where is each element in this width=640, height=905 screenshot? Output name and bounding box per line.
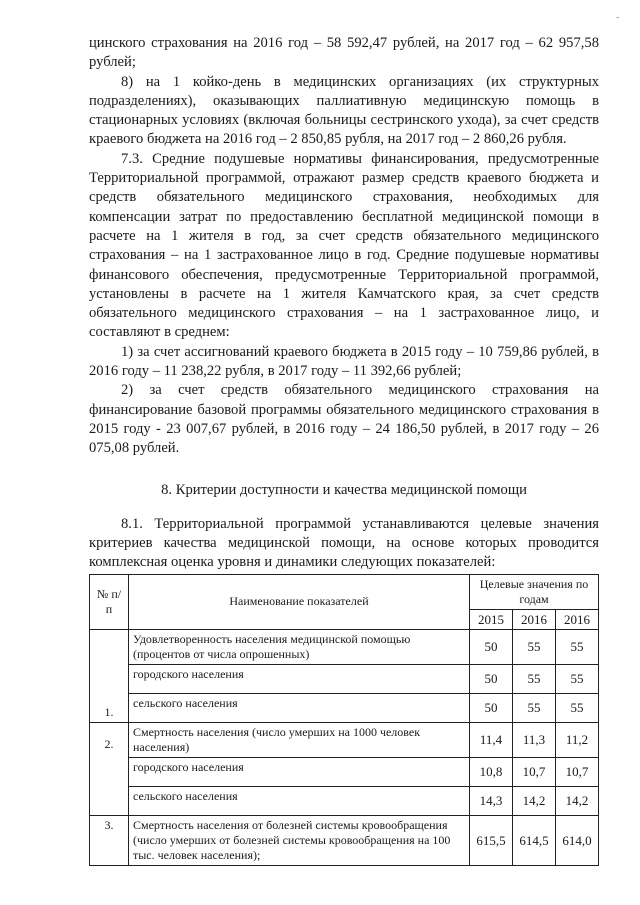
table-header-row (90, 574, 599, 609)
row-value: 10,7 (556, 757, 599, 786)
row-value: 55 (513, 664, 556, 693)
header-year: 2015 (470, 609, 513, 629)
row-name: городского населения (129, 757, 470, 786)
table-row (90, 722, 599, 757)
row-value: 50 (470, 629, 513, 664)
header-targets: Целевые значения по годам (470, 574, 599, 609)
row-value: 14,2 (556, 786, 599, 815)
row-value: 55 (513, 629, 556, 664)
row-value: 11,4 (470, 722, 513, 757)
corner-mark: - (616, 12, 620, 23)
row-value: 614,0 (556, 815, 599, 865)
paragraph: цинского страхования на 2016 год – 58 592,47 рублей, на 2017 год – 62 957,58 рублей; (89, 35, 599, 71)
header-year: 2016 (513, 609, 556, 629)
table-row (90, 786, 599, 815)
row-value: 11,2 (556, 722, 599, 757)
table-row (90, 664, 599, 693)
row-name: Смертность населения (число умерших на 1000 человек населения) (129, 722, 470, 757)
row-value: 11,3 (513, 722, 556, 757)
row-name: городского населения (129, 664, 470, 693)
row-value: 14,3 (470, 786, 513, 815)
row-num: 2. (90, 722, 129, 815)
paragraph: 8) на 1 койко-день в медицинских организациях (их структурных подразделениях), оказывающих паллиативную медицинскую помощь в стационарных условиях (включая больницы сестринского ухода), за счет средств краевого бюджета на 2016 год – 2 850,85 рубля, на 2017 год – 2 860,26 рубля. (89, 73, 599, 148)
paragraph: 1) за счет ассигнований краевого бюджета в 2015 году – 10 759,86 рублей, в 2016 году – 11 238,22 рубля, в 2017 году – 11 392,66 рублей; (89, 343, 599, 380)
row-name: сельского населения (129, 693, 470, 722)
table-row (90, 757, 599, 786)
row-value: 615,5 (470, 815, 513, 865)
row-value: 55 (513, 693, 556, 722)
row-num: 1. (90, 629, 129, 722)
row-value: 10,8 (470, 757, 513, 786)
row-value: 55 (556, 629, 599, 664)
table-row (90, 815, 599, 865)
header-num: № п/п (90, 574, 129, 629)
row-value: 50 (470, 693, 513, 722)
table-row (90, 693, 599, 722)
section-heading: 8. Критерии доступности и качества медицинской помощи (161, 481, 527, 498)
row-value: 14,2 (513, 786, 556, 815)
document-body (89, 34, 599, 866)
row-num: 3. (90, 815, 129, 865)
row-value: 10,7 (513, 757, 556, 786)
section-intro: 8.1. Территориальной программой устанавливаются целевые значения критериев качества медицинской помощи, на основе которых проводится комплексная оценка уровня и динамики следующих показателей: (89, 515, 599, 571)
row-name: Удовлетворенность населения медицинской помощью (процентов от числа опрошенных) (129, 629, 470, 664)
paragraph: 2) за счет средств обязательного медицинского страхования на финансирование базовой программы обязательного медицинского страхования в 2015 году - 23 007,67 рублей, в 2016 году – 24 186,50 рублей, в 2017 году – 26 075,08 рублей. (89, 382, 599, 457)
row-value: 55 (556, 693, 599, 722)
row-value: 614,5 (513, 815, 556, 865)
row-value: 50 (470, 664, 513, 693)
criteria-table (89, 574, 599, 866)
table-row (90, 629, 599, 664)
paragraph: 7.3. Средние подушевые нормативы финансирования, предусмотренные Территориальной программой, отражают размер средств краевого бюджета и средств обязательного медицинского страхования, необходимых для компенсации затрат по предоставлению бесплатной медицинской помощи в расчете на 1 жителя в год, за счет средств обязательного медицинского страхования – на 1 застрахованное лицо в год. Средние подушевые нормативы финансового обеспечения, предусмотренные Территориальной программой, установлены в расчете на 1 жителя Камчатского края, за счет средств обязательного медицинского страхования – на 1 застрахованное лицо, и составляют в среднем: (89, 150, 599, 341)
row-name: сельского населения (129, 786, 470, 815)
header-year: 2016 (556, 609, 599, 629)
row-name: Смертность населения от болезней системы кровообращения (число умерших от болезней системы кровообращения на 100 тыс. человек населения); (129, 815, 470, 865)
row-value: 55 (556, 664, 599, 693)
header-name: Наименование показателей (129, 574, 470, 629)
